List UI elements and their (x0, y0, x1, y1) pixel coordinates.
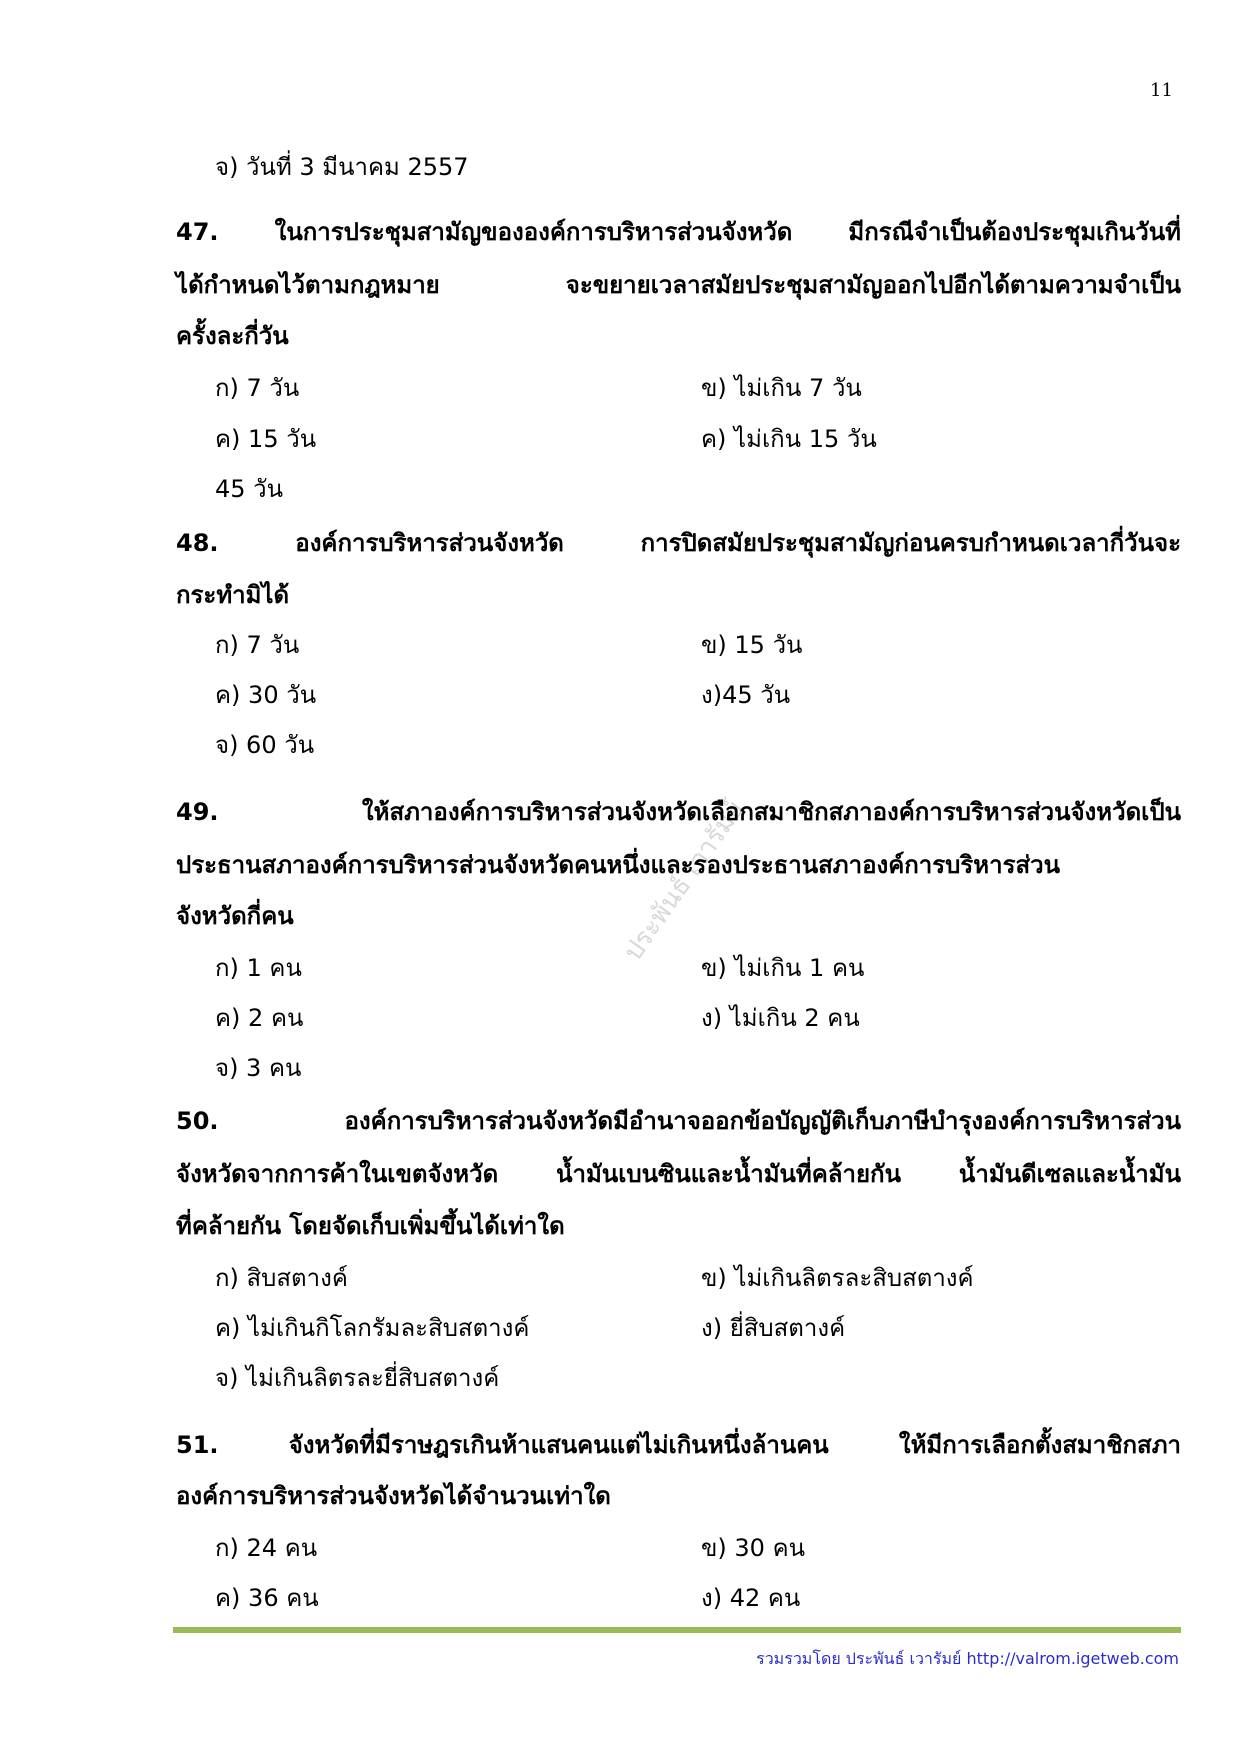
question-47-option: ค) 15 วัน (215, 425, 317, 453)
question-51-option: ค) 36 คน (215, 1584, 319, 1612)
question-48-option: ง)45 วัน (701, 681, 791, 709)
question-50-line-3: ที่คล้ายกัน โดยจัดเก็บเพิ่มขึ้นได้เท่าใด (176, 1212, 565, 1240)
question-49-option: ง) ไม่เกิน 2 คน (701, 1004, 860, 1032)
question-47-line-3: ครั้งละกี่วัน (176, 322, 289, 350)
question-48-option: ค) 30 วัน (215, 681, 317, 709)
question-48-option: ก) 7 วัน (215, 631, 300, 659)
question-50-line-1: 50. องค์การบริหารส่วนจังหวัดมีอำนาจออกข้อบัญญัติเก็บภาษีบำรุงองค์การบริหารส่วน (176, 1107, 1181, 1135)
footer-divider (173, 1627, 1181, 1633)
question-49-option: ข) ไม่เกิน 1 คน (701, 954, 865, 982)
question-49-option: ก) 1 คน (215, 954, 302, 982)
question-51-option: ก) 24 คน (215, 1534, 318, 1562)
question-49-option: ค) 2 คน (215, 1004, 304, 1032)
question-50-option: ค) ไม่เกินกิโลกรัมละสิบสตางค์ (215, 1314, 530, 1342)
question-47-line-2: ได้กำหนดไว้ตามกฎหมาย จะขยายเวลาสมัยประชุมสามัญออกไปอีกได้ตามความจำเป็น (176, 271, 1181, 299)
footer-credit: รวมรวมโดย ประพันธ์ เวารัมย์ http://valrom.igetweb.com (756, 1649, 1179, 1668)
question-51-line-2: องค์การบริหารส่วนจังหวัดได้จำนวนเท่าใด (176, 1482, 611, 1510)
question-50-option: จ) ไม่เกินลิตรละยี่สิบสตางค์ (215, 1364, 500, 1392)
question-49-line-3: จังหวัดกี่คน (176, 902, 294, 930)
question-51-option: ง) 42 คน (701, 1584, 801, 1612)
question-47-option: ก) 7 วัน (215, 374, 300, 402)
question-50-option: ก) สิบสตางค์ (215, 1264, 348, 1292)
question-48-line-1: 48. องค์การบริหารส่วนจังหวัด การปิดสมัยประชุมสามัญก่อนครบกำหนดเวลากี่วันจะ (176, 529, 1181, 557)
question-47-option: ค) ไม่เกิน 15 วัน (701, 425, 877, 453)
page-number: 11 (1150, 80, 1173, 101)
question-51-option: ข) 30 คน (701, 1534, 806, 1562)
question-50-line-2: จังหวัดจากการค้าในเขตจังหวัด น้ำมันเบนซินและน้ำมันที่คล้ายกัน น้ำมันดีเซลและน้ำมัน (176, 1160, 1181, 1188)
question-47-option: 45 วัน (215, 475, 284, 503)
question-50-option: ง) ยี่สิบสตางค์ (701, 1314, 846, 1342)
question-48-option: ข) 15 วัน (701, 631, 803, 659)
question-50-option: ข) ไม่เกินลิตรละสิบสตางค์ (701, 1264, 974, 1292)
question-48-option: จ) 60 วัน (215, 731, 315, 759)
question-48-line-2: กระทำมิได้ (176, 581, 290, 609)
question-47-option: ข) ไม่เกิน 7 วัน (701, 374, 862, 402)
option-carryover: จ) วันที่ 3 มีนาคม 2557 (215, 153, 469, 181)
question-49-option: จ) 3 คน (215, 1054, 302, 1082)
watermark: ประพันธ์ เวารัมย์ (618, 795, 751, 967)
question-51-line-1: 51. จังหวัดที่มีราษฎรเกินห้าแสนคนแต่ไม่เกินหนึ่งล้านคน ให้มีการเลือกตั้งสมาชิกสภา (176, 1431, 1181, 1459)
question-49-line-2: ประธานสภาองค์การบริหารส่วนจังหวัดคนหนึ่งและรองประธานสภาองค์การบริหารส่วน (176, 851, 1061, 879)
question-47-line-1: 47. ในการประชุมสามัญขององค์การบริหารส่วนจังหวัด มีกรณีจำเป็นต้องประชุมเกินวันที่ (176, 218, 1181, 246)
question-49-line-1: 49. ให้สภาองค์การบริหารส่วนจังหวัดเลือกสมาชิกสภาองค์การบริหารส่วนจังหวัดเป็น (176, 798, 1181, 826)
